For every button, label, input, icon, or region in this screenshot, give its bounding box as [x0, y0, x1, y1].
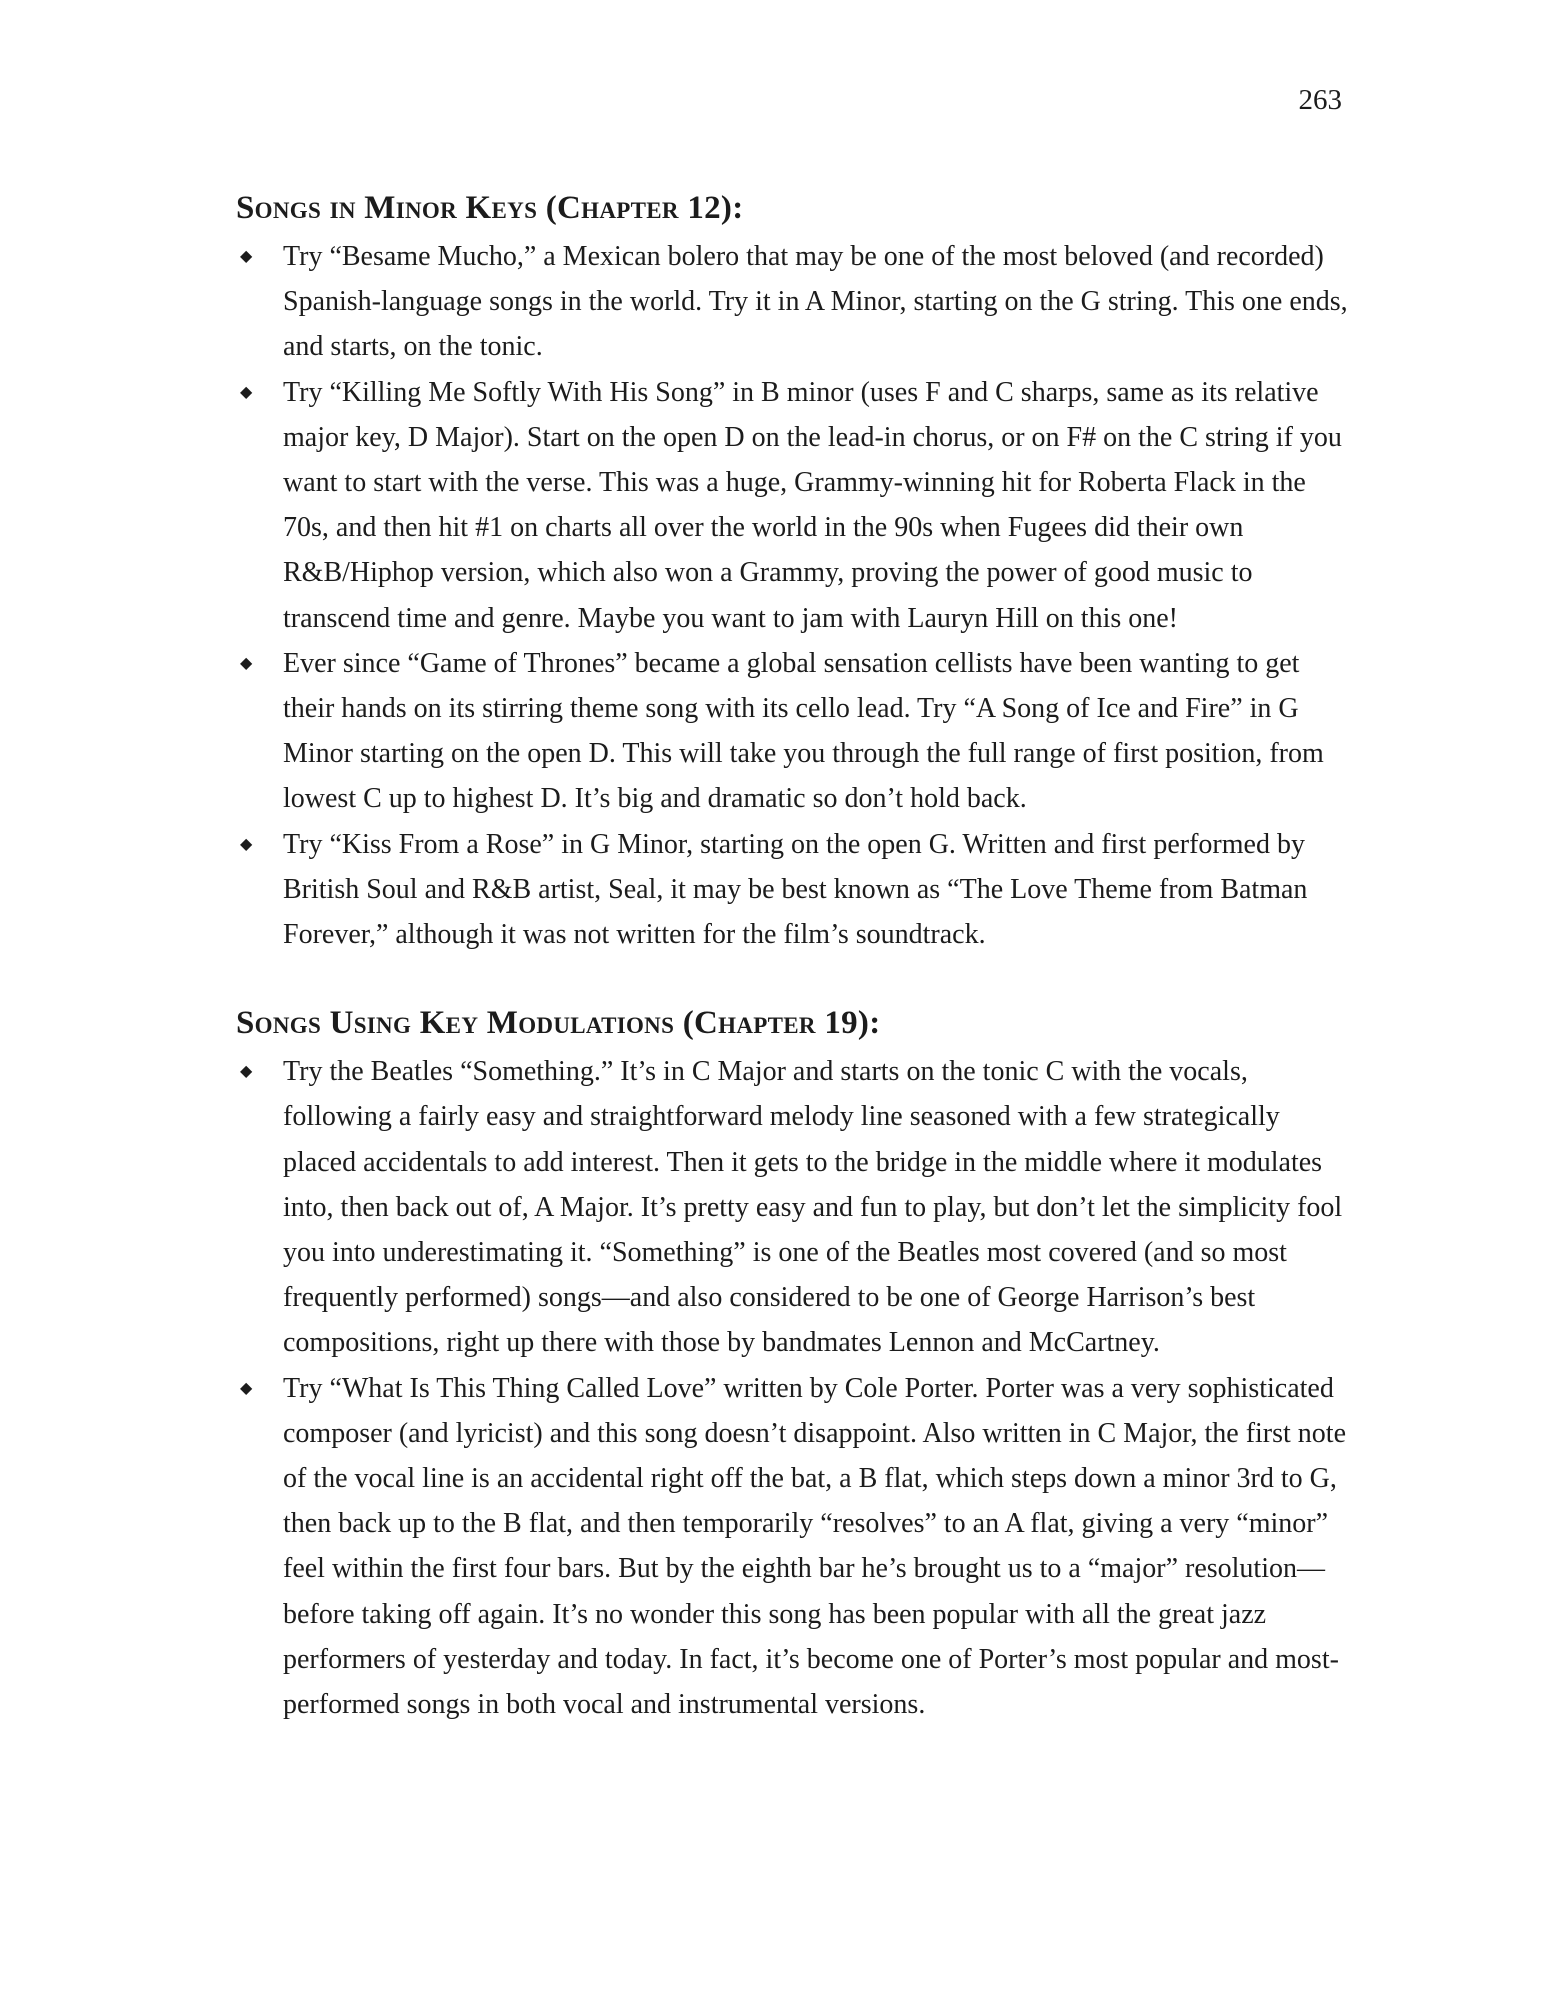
- list-item-text: Try “What Is This Thing Called Love” written by Cole Porter. Porter was a very sophisticated composer (and lyricist) and this song doesn’t disappoint. Also written in C Major, the first note of the vocal line is an accidental right off the bat, a B flat, which steps down a minor 3rd to G, then back up to the B flat, and then temporarily “resolves” to an A flat, giving a very “minor” feel within the first four bars. But by the eighth bar he’s brought us to a “major” resolution—before taking off again. It’s no wonder this song has been popular with all the great jazz performers of yesterday and today. In fact, it’s become one of Porter’s most popular and most-performed songs in both vocal and instrumental versions.: [283, 1372, 1347, 1721]
- list-item-text: Try the Beatles “Something.” It’s in C Major and starts on the tonic C with the vocals, following a fairly easy and straightforward melody line seasoned with a few strategically placed accidentals to add interest. Then it gets to the bridge in the middle where it modulates into, then back out of, A Major. It’s pretty easy and fun to play, but don’t let the simplicity fool you into underestimating it. “Something” is one of the Beatles most covered (and so most frequently performed) songs—and also considered to be one of George Harrison’s best compositions, right up there with those by bandmates Lennon and McCartney.: [283, 1056, 1343, 1359]
- bullet-list: [236, 234, 1356, 957]
- bullet-diamond-icon: ◆: [240, 383, 253, 401]
- bullet-diamond-icon: ◆: [240, 835, 253, 853]
- list-item: [236, 822, 1356, 958]
- section-heading: Songs in Minor Keys (Chapter 12):: [236, 190, 744, 226]
- list-item-text: Ever since “Game of Thrones” became a global sensation cellists have been wanting to get their hands on its stirring theme song with its cello lead. Try “A Song of Ice and Fire” in G Minor starting on the open D. This will take you through the full range of first position, from lowest C up to highest D. It’s big and dramatic so don’t hold back.: [283, 647, 1324, 815]
- list-item: [236, 370, 1356, 641]
- section-minor-keys: [236, 184, 1356, 957]
- bullet-list: [236, 1049, 1356, 1727]
- bullet-diamond-icon: ◆: [240, 654, 253, 672]
- list-item: [236, 1049, 1356, 1365]
- list-item-text: Try “Besame Mucho,” a Mexican bolero that may be one of the most beloved (and recorded) Spanish-language songs in the world. Try it in A Minor, starting on the G string. This one ends, and starts, on the tonic.: [283, 241, 1348, 363]
- list-item-text: Try “Killing Me Softly With His Song” in B minor (uses F and C sharps, same as its relative major key, D Major). Start on the open D on the lead-in chorus, or on F# on the C string if you want to start with the verse. This was a huge, Grammy-winning hit for Roberta Flack in the 70s, and then hit #1 on charts all over the world in the 90s when Fugees did their own R&B/Hiphop version, which also won a Grammy, proving the power of good music to transcend time and genre. Maybe you want to jam with Lauryn Hill on this one!: [283, 376, 1342, 634]
- section-key-modulations: [236, 999, 1356, 1727]
- list-item: [236, 234, 1356, 370]
- list-item: [236, 1366, 1356, 1728]
- list-item-text: Try “Kiss From a Rose” in G Minor, starting on the open G. Written and first performed by British Soul and R&B artist, Seal, it may be best known as “The Love Theme from Batman Forever,” although it was not written for the film’s soundtrack.: [283, 828, 1308, 951]
- section-heading: Songs Using Key Modulations (Chapter 19):: [236, 1005, 881, 1042]
- bullet-diamond-icon: ◆: [240, 1063, 253, 1081]
- bullet-diamond-icon: ◆: [240, 1379, 253, 1397]
- list-item: [236, 641, 1356, 822]
- page-number: 263: [1298, 84, 1342, 116]
- bullet-diamond-icon: ◆: [240, 248, 253, 265]
- page-content: [236, 184, 1356, 1727]
